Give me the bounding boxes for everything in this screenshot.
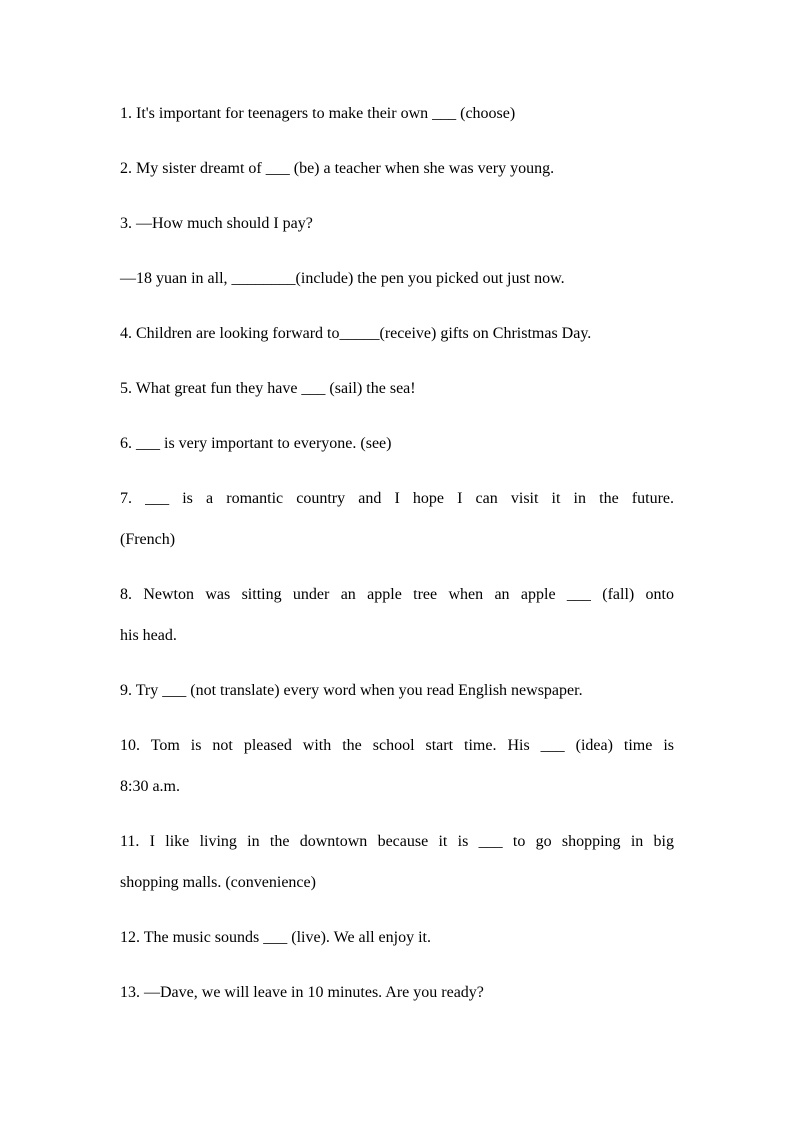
exercise-item-10-line-2: 8:30 a.m. <box>120 778 180 795</box>
exercise-item-11-line-1: 11. I like living in the downtown because it is ___ to go shopping in big <box>120 833 674 850</box>
exercise-item-11-line-2: shopping malls. (convenience) <box>120 874 316 891</box>
exercise-list <box>120 104 674 1038</box>
exercise-item-11 <box>120 832 674 893</box>
exercise-item-4: 4. Children are looking forward to_____(receive) gifts on Christmas Day. <box>120 325 592 342</box>
exercise-item-8-line-1: 8. Newton was sitting under an apple tree when an apple ___ (fall) onto <box>120 586 674 603</box>
exercise-item-10 <box>120 736 674 797</box>
exercise-item-7-line-1: 7. ___ is a romantic country and I hope I can visit it in the future. <box>120 490 674 507</box>
exercise-item-3-question: 3. —How much should I pay? <box>120 215 313 232</box>
exercise-item-7 <box>120 489 674 550</box>
exercise-item-8 <box>120 585 674 646</box>
exercise-item-3-answer: —18 yuan in all, ________(include) the pen you picked out just now. <box>120 270 565 287</box>
exercise-item-2: 2. My sister dreamt of ___ (be) a teacher when she was very young. <box>120 160 555 177</box>
exercise-item-5: 5. What great fun they have ___ (sail) the sea! <box>120 380 416 397</box>
exercise-item-1: 1. It's important for teenagers to make their own ___ (choose) <box>120 105 516 122</box>
exercise-item-13: 13. —Dave, we will leave in 10 minutes. Are you ready? <box>120 984 484 1001</box>
exercise-item-7-line-2: (French) <box>120 531 176 548</box>
exercise-item-6: 6. ___ is very important to everyone. (see) <box>120 435 392 452</box>
exercise-item-12: 12. The music sounds ___ (live). We all enjoy it. <box>120 929 431 946</box>
exercise-item-10-line-1: 10. Tom is not pleased with the school start time. His ___ (idea) time is <box>120 737 674 754</box>
exercise-item-9: 9. Try ___ (not translate) every word when you read English newspaper. <box>120 682 583 699</box>
exercise-item-8-line-2: his head. <box>120 627 177 644</box>
